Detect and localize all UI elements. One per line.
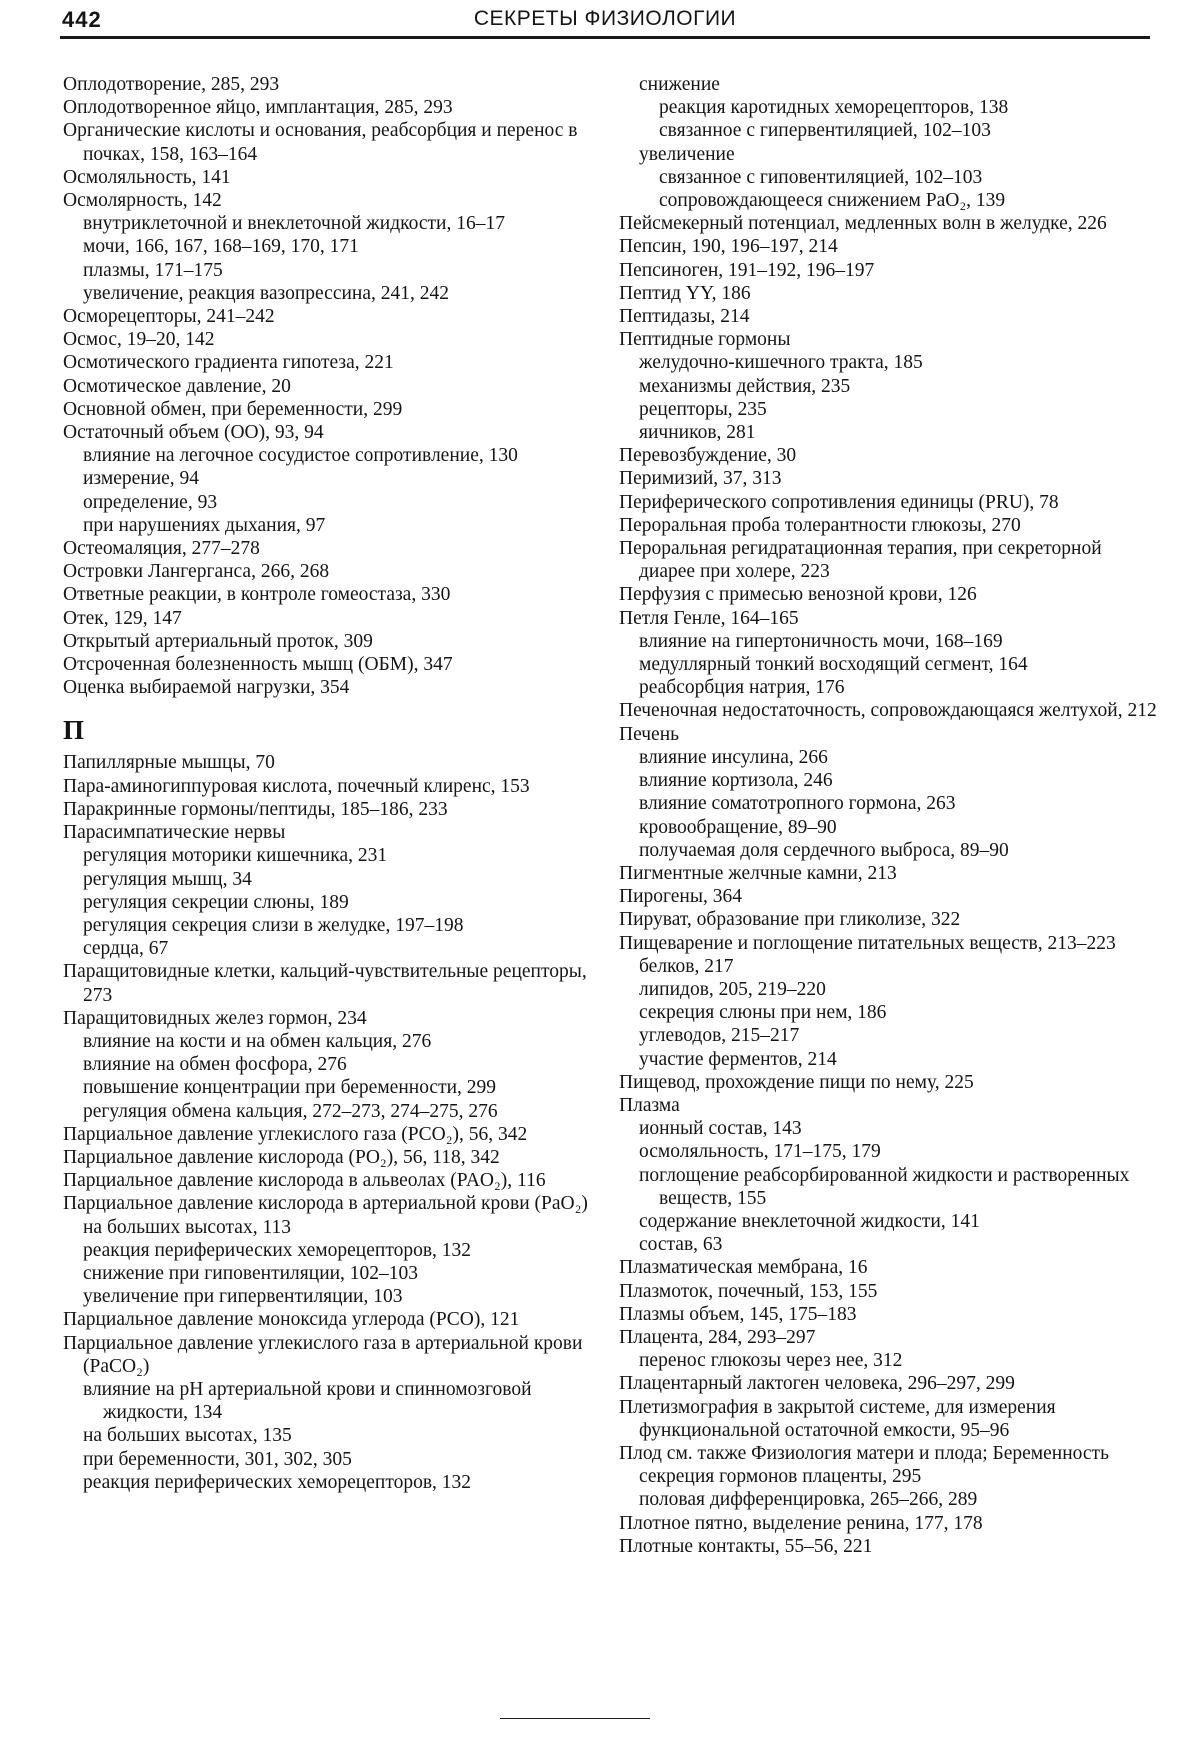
page-number: 442 [62,7,102,32]
index-subentry: секреция слюны при нем, 186 [639,1002,887,1024]
index-subentry: медуллярный тонкий восходящий сегмент, 164 [639,654,1028,676]
index-entry: Парциальное давление кислорода в артериальной крови (PaO₂) [63,1193,588,1215]
index-entry: Оценка выбираемой нагрузки, 354 [63,677,350,699]
index-subentry: половая дифференцировка, 265–266, 289 [639,1489,978,1511]
index-subentry: участие ферментов, 214 [639,1048,837,1070]
index-entry: Осмолярность, 142 [63,190,222,212]
index-entry: Перфузия с примесью венозной крови, 126 [619,584,977,606]
index-entry: Осмотическое давление, 20 [63,375,291,397]
index-subentry: регуляция мышц, 34 [83,868,252,890]
index-entry: Открытый артериальный проток, 309 [63,630,373,652]
index-subentry: реакция каротидных хеморецепторов, 138 [659,97,1009,119]
index-entry: Плазмоток, почечный, 153, 155 [619,1280,878,1302]
index-entry: Пищевод, прохождение пищи по нему, 225 [619,1071,974,1093]
index-entry: Оплодотворенное яйцо, имплантация, 285, 293 [63,97,453,119]
index-subentry: снижение [639,74,720,95]
section-letter: П [63,715,85,746]
index-entry: Плацента, 284, 293–297 [619,1326,816,1348]
index-entry: Пара-аминогиппуровая кислота, почечный клиренс, 153 [63,775,530,797]
index-subentry: плазмы, 171–175 [83,259,223,281]
page-header [60,0,1150,39]
index-entries-p-continued [619,73,1159,1558]
index-entry: Парциальное давление кислорода (PO₂), 56, 118, 342 [63,1146,500,1168]
index-entries-o [63,73,611,699]
index-entry: Плод см. также Физиология матери и плода; Беременность [619,1442,1109,1464]
index-subentry: мочи, 166, 167, 168–169, 170, 171 [83,236,359,258]
index-entry: Пепсиноген, 191–192, 196–197 [619,259,875,281]
index-entry: Пероральная проба толерантности глюкозы, 270 [619,514,1021,536]
index-entry: Перимизий, 37, 313 [619,468,782,490]
index-entry: Плазматическая мембрана, 16 [619,1257,868,1279]
index-entry: Отсроченная болезненность мышц (ОБМ), 347 [63,654,453,676]
index-entry: Ответные реакции, в контроле гомеостаза, 330 [63,584,451,606]
index-entry: Отек, 129, 147 [63,607,182,629]
index-entry: Пищеварение и поглощение питательных веществ, 213–223 [619,932,1116,954]
index-entry: Печеночная недостаточность, сопровождающаяся желтухой, 212 [619,700,1157,722]
index-column-right [619,73,1159,1558]
index-subentry: внутриклеточной и внеклеточной жидкости, 16–17 [83,213,505,235]
index-subentry: регуляция секреция слизи в желудке, 197–198 [83,914,464,936]
index-subentry: содержание внеклеточной жидкости, 141 [639,1210,980,1232]
index-entry: Печень [619,723,680,745]
index-entry: Плацентарный лактоген человека, 296–297, 299 [619,1373,1015,1395]
index-entry: Пирогены, 364 [619,886,742,908]
index-subentry: регуляция секреции слюны, 189 [83,891,349,913]
index-subentry: увеличение при гипервентиляции, 103 [83,1286,403,1308]
index-entry: Пептидные гормоны [619,329,791,351]
index-subentry: измерение, 94 [83,468,200,490]
index-entry: Осмотического градиента гипотеза, 221 [63,352,394,374]
index-entry: Периферического сопротивления единицы (PRU), 78 [619,491,1059,513]
index-subentry: связанное с гиповентиляцией, 102–103 [659,166,983,188]
index-subentry: углеводов, 215–217 [639,1025,800,1047]
index-subentry: влияние на легочное сосудистое сопротивление, 130 [83,445,518,467]
index-subentry: влияние на pH артериальной крови и спинномозговой жидкости, 134 [83,1378,532,1424]
index-entry: Оплодотворение, 285, 293 [63,74,280,95]
index-entry: Парциальное давление углекислого газа (PCO₂), 56, 342 [63,1123,528,1145]
index-subentry: яичников, 281 [639,422,756,444]
index-subentry: определение, 93 [83,491,218,513]
index-entry: Плазмы объем, 145, 175–183 [619,1303,857,1325]
index-subentry: увеличение, реакция вазопрессина, 241, 242 [83,282,449,304]
index-column-left [63,73,611,1494]
index-entry: Плетизмография в закрытой системе, для измерения функциональной остаточной емкости, 95–96 [619,1396,1056,1441]
index-entry: Пепсин, 190, 196–197, 214 [619,236,838,258]
index-entry: Осмоляльность, 141 [63,166,231,188]
index-subentry: липидов, 205, 219–220 [639,978,826,1000]
index-entry: Петля Генле, 164–165 [619,607,799,629]
index-subentry: повышение концентрации при беременности, 299 [83,1077,497,1099]
index-subentry: сопровождающееся снижением PaO₂, 139 [659,190,1006,212]
index-subentry: влияние на обмен фосфора, 276 [83,1054,347,1076]
index-entry: Паракринные гормоны/пептиды, 185–186, 233 [63,798,448,820]
index-subentry: увеличение [639,143,735,165]
index-subentry: механизмы действия, 235 [639,375,851,397]
index-entries-p [63,751,611,1494]
index-entry: Остаточный объем (ОО), 93, 94 [63,422,324,444]
index-subentry: поглощение реабсорбированной жидкости и растворенных веществ, 155 [639,1164,1130,1209]
index-subentry: реакция периферических хеморецепторов, 132 [83,1471,472,1493]
index-entry: Пептид YY, 186 [619,282,751,304]
index-subentry: реабсорбция натрия, 176 [639,677,845,699]
running-title: СЕКРЕТЫ ФИЗИОЛОГИИ [473,7,737,30]
index-entry: Парасимпатические нервы [63,822,286,844]
index-subentry: реакция периферических хеморецепторов, 132 [83,1239,472,1261]
index-subentry: влияние инсулина, 266 [639,746,828,768]
index-entry: Плазма [619,1094,680,1116]
index-entry: Пигментные желчные камни, 213 [619,862,897,884]
index-subentry: снижение при гиповентиляции, 102–103 [83,1262,419,1284]
index-entry: Остеомаляция, 277–278 [63,538,260,560]
footer-rule [500,1718,650,1719]
index-entry: Папиллярные мышцы, 70 [63,752,275,774]
index-subentry: секреция гормонов плаценты, 295 [639,1466,922,1488]
index-entry: Пептидазы, 214 [619,306,750,328]
index-subentry: влияние на кости и на обмен кальция, 276 [83,1030,432,1052]
index-subentry: влияние кортизола, 246 [639,770,833,792]
index-subentry: рецепторы, 235 [639,398,767,420]
index-entry: Пируват, образование при гликолизе, 322 [619,909,961,931]
index-entry: Осморецепторы, 241–242 [63,306,275,328]
index-subentry: состав, 63 [639,1234,723,1256]
index-entry: Парциальное давление моноксида углерода (PCO), 121 [63,1309,520,1331]
index-subentry: влияние соматотропного гормона, 263 [639,793,956,815]
index-subentry: при беременности, 301, 302, 305 [83,1448,352,1470]
index-entry: Органические кислоты и основания, реабсорбция и перенос в почках, 158, 163–164 [63,120,578,165]
index-subentry: связанное с гипервентиляцией, 102–103 [659,120,991,142]
index-entry: Плотное пятно, выделение ренина, 177, 178 [619,1512,983,1534]
index-subentry: перенос глюкозы через нее, 312 [639,1350,903,1372]
index-subentry: ионный состав, 143 [639,1118,802,1140]
index-subentry: белков, 217 [639,955,734,977]
index-entry: Плотные контакты, 55–56, 221 [619,1535,873,1557]
index-entry: Паращитовидных желез гормон, 234 [63,1007,367,1029]
index-subentry: кровообращение, 89–90 [639,816,837,838]
index-subentry: регуляция моторики кишечника, 231 [83,845,388,867]
index-subentry: желудочно-кишечного тракта, 185 [639,352,923,374]
index-entry: Осмос, 19–20, 142 [63,329,215,351]
index-subentry: сердца, 67 [83,938,169,960]
index-entry: Пейсмекерный потенциал, медленных волн в желудке, 226 [619,213,1107,235]
index-entry: Паращитовидные клетки, кальций-чувствительные рецепторы, 273 [63,961,587,1006]
index-entry: Парциальное давление кислорода в альвеолах (PAO₂), 116 [63,1170,546,1192]
index-subentry: регуляция обмена кальция, 272–273, 274–275, 276 [83,1100,498,1122]
index-entry: Островки Лангерганса, 266, 268 [63,561,330,583]
index-subentry: влияние на гипертоничность мочи, 168–169 [639,630,1003,652]
index-entry: Пероральная регидратационная терапия, при секреторной диарее при холере, 223 [619,538,1102,583]
index-subentry: на больших высотах, 113 [83,1216,291,1238]
index-subentry: осмоляльность, 171–175, 179 [639,1141,881,1163]
index-subentry: получаемая доля сердечного выброса, 89–90 [639,839,1009,861]
index-subentry: при нарушениях дыхания, 97 [83,514,326,536]
index-entry: Парциальное давление углекислого газа в артериальной крови (PaCO₂) [63,1332,583,1377]
index-entry: Основной обмен, при беременности, 299 [63,398,403,420]
index-entry: Перевозбуждение, 30 [619,445,797,467]
index-subentry: на больших высотах, 135 [83,1425,292,1447]
